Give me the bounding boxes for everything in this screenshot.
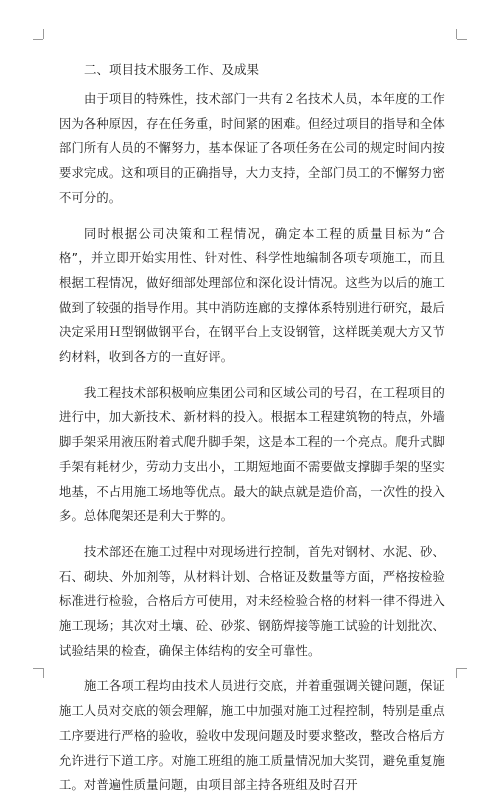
paragraph-material-control: 技术部还在施工过程中对现场进行控制，首先对钢材、水泥、砂、石、砌块、外加剂等，从材料计划、合格证及数量等方面，严格按检验标准进行检验，合格后方可使用，对未经检验合格的材料一律不得进入施工现场；其次对土壤、砼、砂浆、钢筋焊接等施工试验的计划批次、试验结果的检查，确保主体结构的安全可靠性。	[59, 544, 445, 658]
crop-mark-bottom-right-vertical	[456, 668, 457, 678]
section-heading: 二、项目技术服务工作、及成果	[84, 62, 260, 77]
paragraph-technical-briefing: 施工各项工程均由技术人员进行交底，并着重强调关键问题，保证施工人员对交底的领会理解，施工中加强对施工过程控制，特别是重点工序要进行严格的验收，验收中发现问题及时要求整改，整改合格后方允许进行下道工序。对施工班组的施工质量情况加大奖罚，避免重复施工。对普遍性质量问题，由项目部主持各班组及时召开	[59, 679, 445, 793]
crop-mark-bottom-right-horizontal	[457, 668, 467, 669]
paragraph-technical-staff: 由于项目的特殊性，技术部门一共有２名技术人员，本年度的工作因为各种原因，存在任务重，时间紧的困难。但经过项目的指导和全体部门所有人员的不懈努力，基本保证了各项任务在公司的规定时间内按要求完成。这和项目的正确指导，大力支持，全部门员工的不懈努力密不可分的。	[59, 92, 445, 205]
crop-mark-bottom-left-horizontal	[33, 668, 43, 669]
paragraph-new-technology: 我工程技术部积极响应集团公司和区域公司的号召，在工程项目的进行中，加大新技术、新材料的投入。根据本工程建筑物的特点，外墙脚手架采用液压附着式爬升脚手架，这是本工程的一个亮点。爬升式脚手架有耗材少，劳动力支出小，工期短地面不需要做支撑脚手架的坚实地基，不占用施工场地等优点。最大的缺点就是造价高，一次性的投入多。总体爬架还是利大于弊的。	[59, 385, 445, 524]
crop-mark-top-right-vertical	[456, 29, 457, 39]
crop-mark-top-right-horizontal	[457, 39, 467, 40]
crop-mark-bottom-left-vertical	[43, 668, 44, 678]
crop-mark-top-left-horizontal	[33, 39, 43, 40]
crop-mark-top-left-vertical	[43, 29, 44, 39]
paragraph-quality-target: 同时根据公司决策和工程情况，确定本工程的质量目标为“合格”，并立即开始实用性、针对性、科学性地编制各项专项施工，而且根据工程情况，做好细部处理部位和深化设计情况。这些为以后的施工做到了较强的指导作用。其中消防连廊的支撑体系特别进行研究，最后决定采用Ｈ型钢做钢平台，在钢平台上支设钢管，这样既美观大方又节约材料，收到各方的一直好评。	[59, 226, 445, 365]
document-body	[59, 58, 445, 809]
